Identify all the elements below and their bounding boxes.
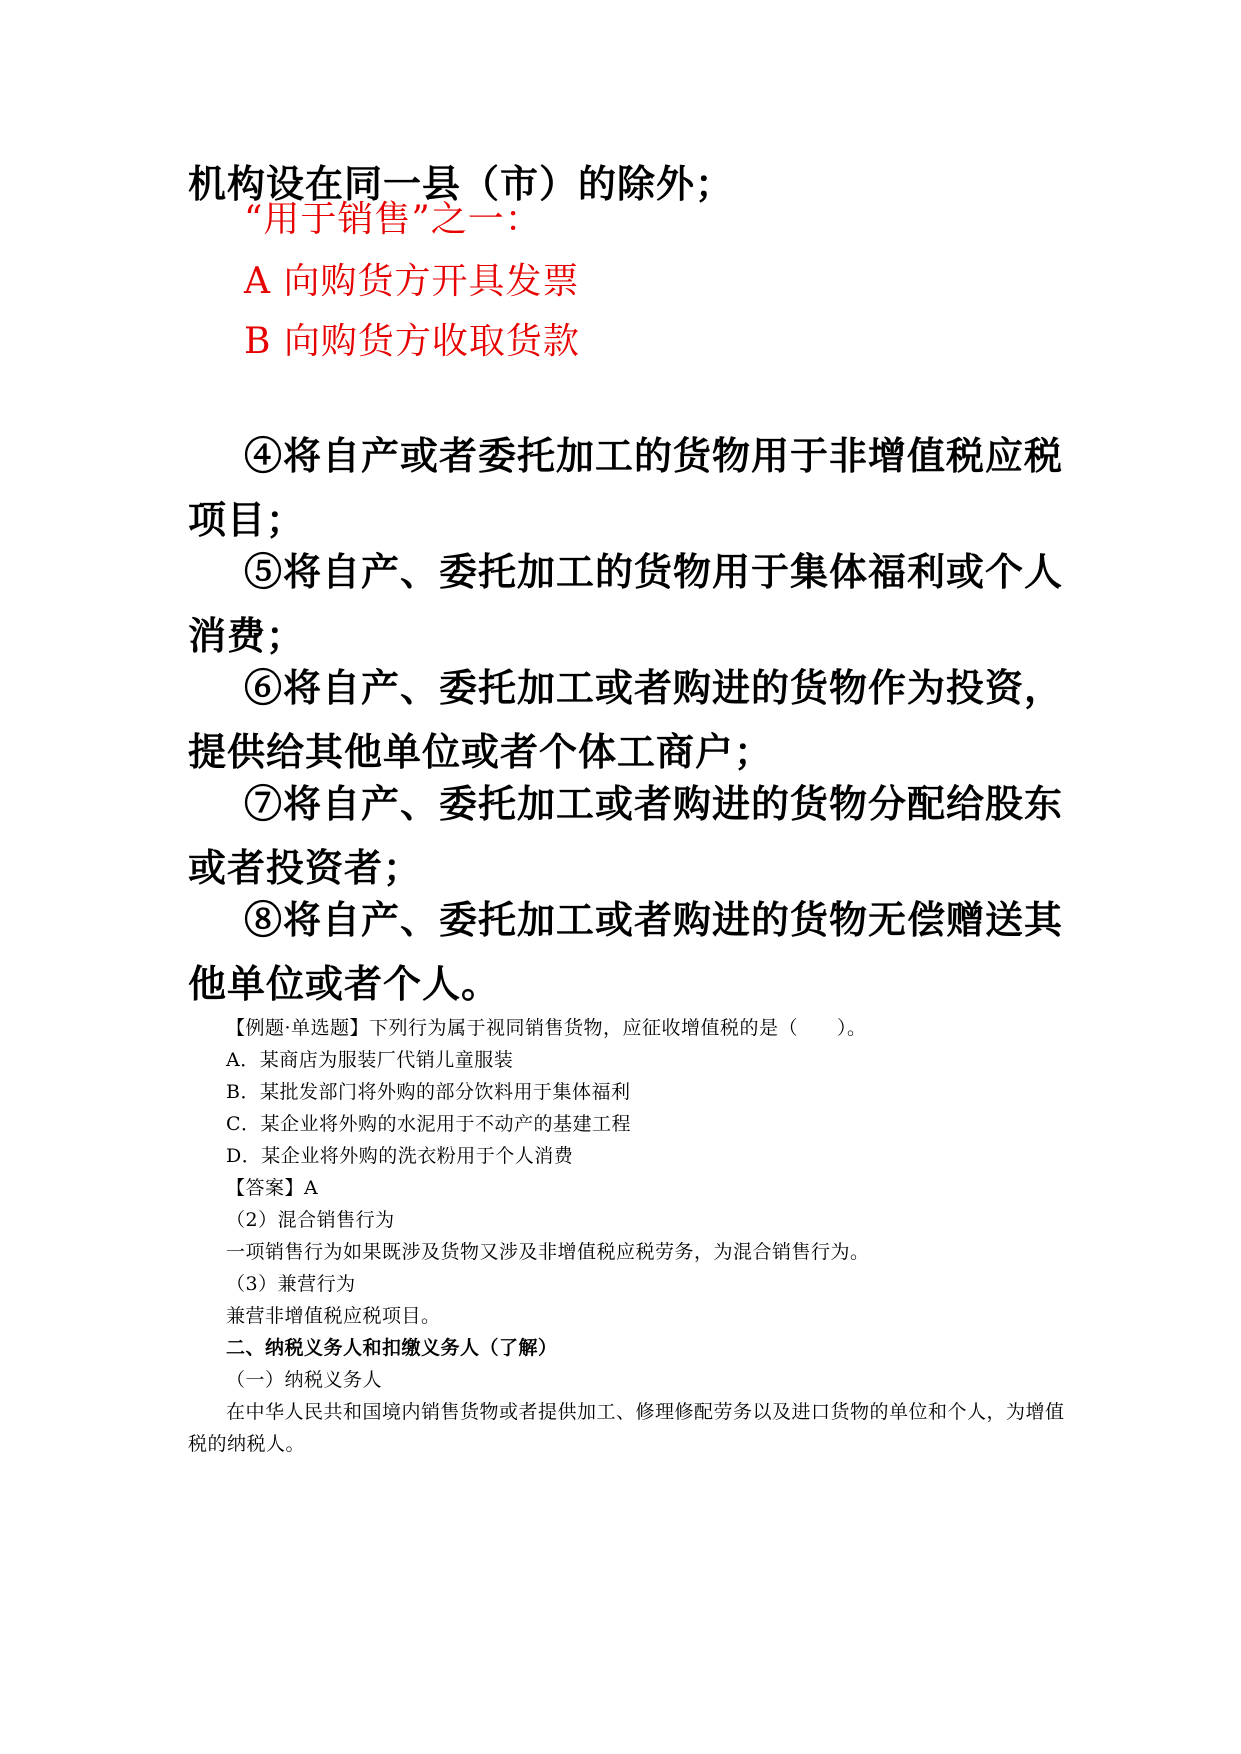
mixed-sale-text: 一项销售行为如果既涉及货物又涉及非增值税应税劳务，为混合销售行为。 (226, 1241, 870, 1263)
red-item-a: A 向购货方开具发票 (244, 261, 580, 302)
answer: 【答案】A (226, 1177, 319, 1199)
mixed-sale-title: （2）混合销售行为 (226, 1209, 395, 1231)
concurrent-title: （3）兼营行为 (226, 1273, 356, 1295)
subsection-1-title: （一）纳税义务人 (226, 1369, 383, 1391)
concurrent-text: 兼营非增值税应税项目。 (226, 1305, 441, 1327)
red-item-b: B 向购货方收取货款 (244, 321, 580, 362)
section-2-title: 二、纳税义务人和扣缴义务人（了解） (226, 1337, 558, 1359)
item-8: ⑧将自产、委托加工或者购进的货物无偿赠送其他单位或者个人。 (188, 897, 1064, 1006)
option-a: A．某商店为服装厂代销儿童服装 (226, 1049, 514, 1071)
item-6: ⑥将自产、委托加工或者购进的货物作为投资，提供给其他单位或者个体工商户； (188, 665, 1064, 774)
item-7: ⑦将自产、委托加工或者购进的货物分配给股东或者投资者； (188, 781, 1064, 890)
item-5: ⑤将自产、委托加工的货物用于集体福利或个人消费； (188, 549, 1064, 658)
subsection-1-text: 在中华人民共和国境内销售货物或者提供加工、修理修配劳务以及进口货物的单位和个人，为增值税的纳税人。 (188, 1401, 1065, 1455)
option-c: C．某企业将外购的水泥用于不动产的基建工程 (226, 1113, 632, 1135)
option-d: D．某企业将外购的洗衣粉用于个人消费 (226, 1145, 574, 1167)
red-heading: “用于销售”之一： (244, 199, 542, 240)
option-b: B．某批发部门将外购的部分饮料用于集体福利 (226, 1081, 631, 1103)
item-4: ④将自产或者委托加工的货物用于非增值税应税项目； (188, 433, 1064, 542)
continuation-line: 机构设在同一县（市）的除外； (188, 161, 735, 206)
example-question: 【例题·单选题】下列行为属于视同销售货物，应征收增值税的是（ ）。 (226, 1017, 867, 1039)
